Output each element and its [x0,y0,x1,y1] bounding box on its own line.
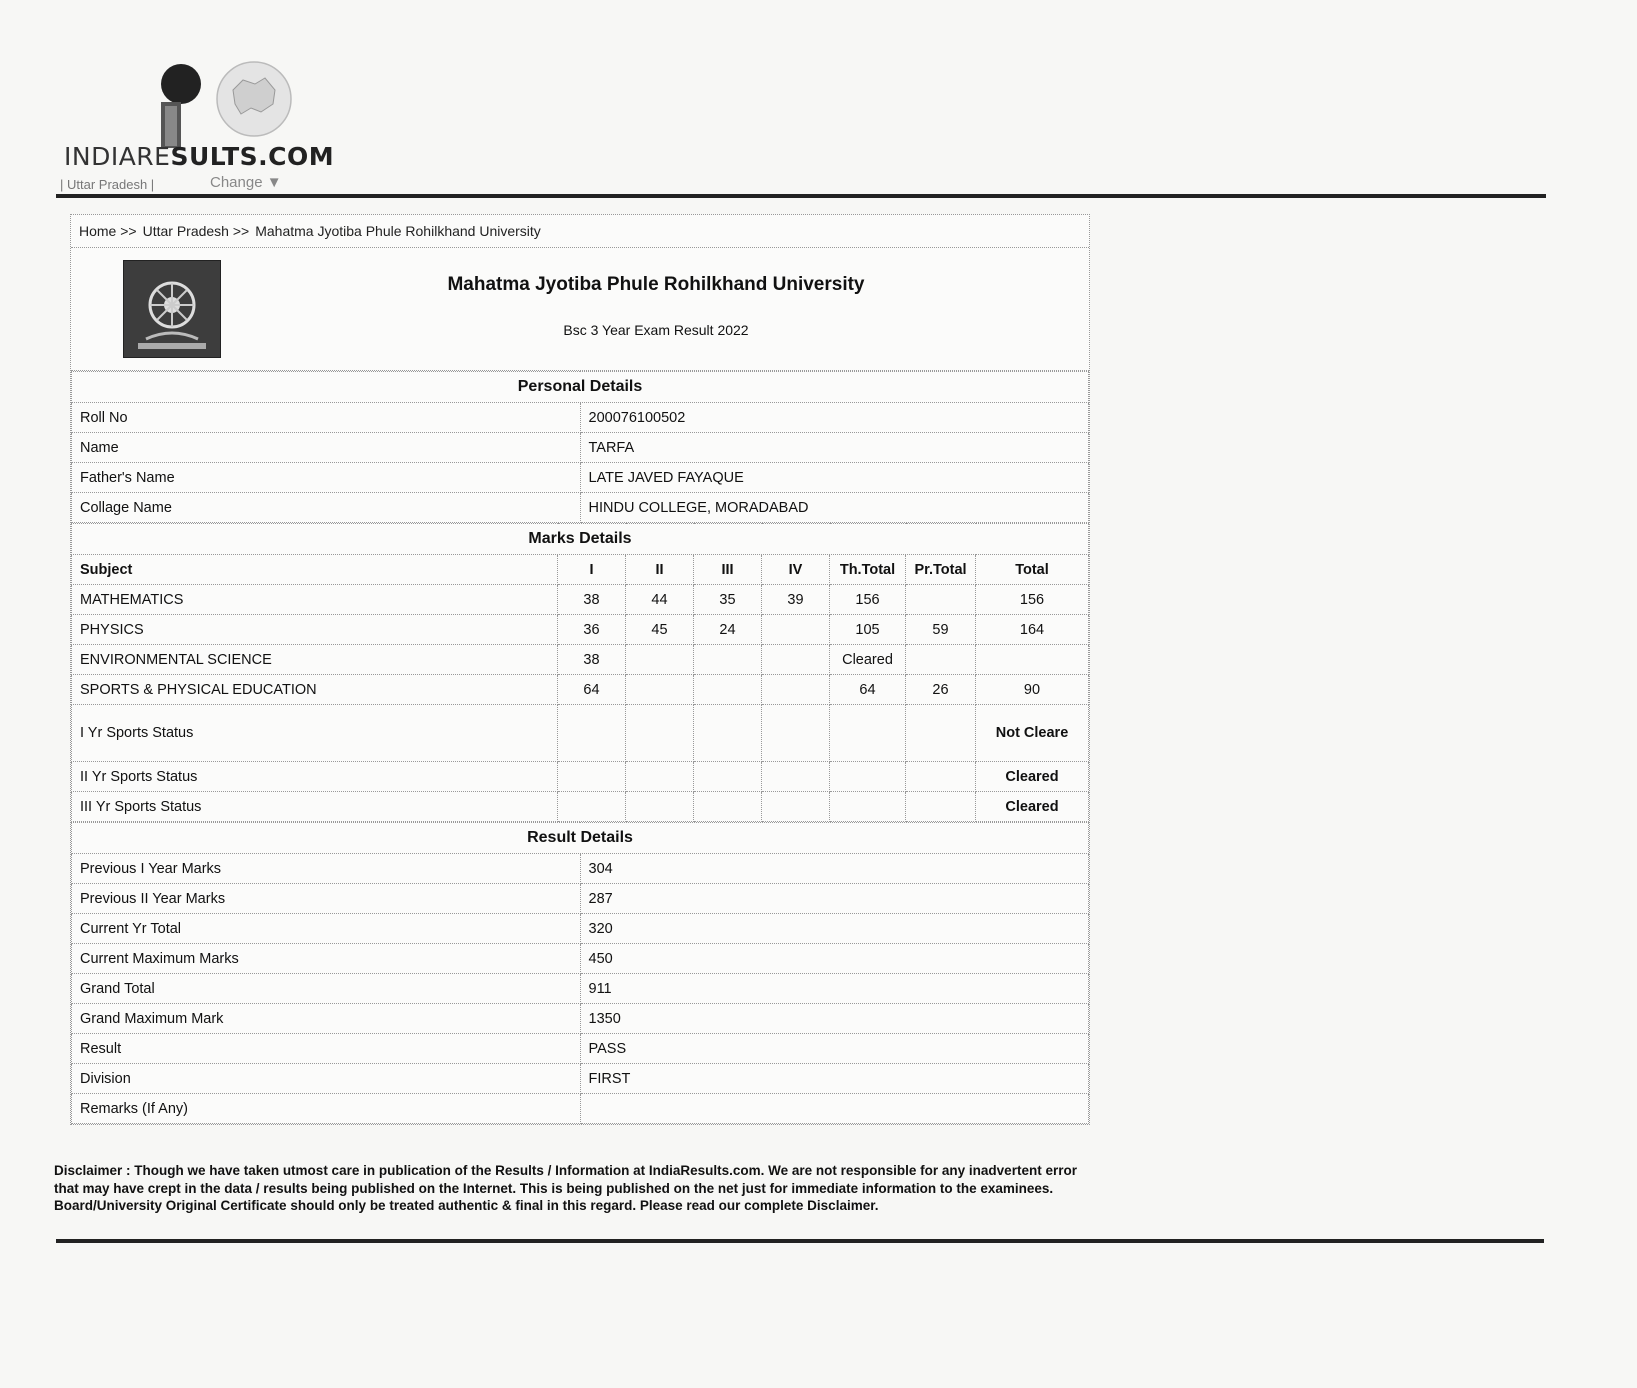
column-header: Total [976,555,1089,585]
result-value: FIRST [580,1064,1089,1094]
logo-i-icon [155,62,213,152]
university-emblem-icon [123,260,221,358]
marks-cell [626,645,694,675]
result-details-table [71,822,1089,1124]
site-logo[interactable] [60,58,335,198]
header-divider [56,194,1546,198]
table-row [72,944,1089,974]
breadcrumb-state[interactable]: Uttar Pradesh >> [142,223,250,239]
roll-no-label: Roll No [72,403,581,433]
marks-cell: 105 [830,615,906,645]
result-label: Grand Total [72,974,581,1004]
university-header [71,248,1089,371]
table-row [72,705,1089,762]
table-row [72,1094,1089,1124]
table-row [72,762,1089,792]
marks-cell [906,585,976,615]
result-value: 320 [580,914,1089,944]
subject-cell: PHYSICS [72,615,558,645]
table-row [72,463,1089,493]
marks-cell: 64 [830,675,906,705]
sports-status-value: Cleared [976,762,1089,792]
personal-details-table [71,371,1089,523]
column-header: III [694,555,762,585]
table-row [72,914,1089,944]
name-label: Name [72,433,581,463]
table-row [72,974,1089,1004]
result-value: 304 [580,854,1089,884]
table-row [72,493,1089,523]
marks-cell: 45 [626,615,694,645]
result-label: Previous I Year Marks [72,854,581,884]
marks-details-table [71,523,1089,822]
marks-cell [626,675,694,705]
result-label: Remarks (If Any) [72,1094,581,1124]
marks-cell: 24 [694,615,762,645]
brand-name: INDIARESULTS.COM [64,142,335,171]
table-row [72,1034,1089,1064]
subject-cell: SPORTS & PHYSICAL EDUCATION [72,675,558,705]
university-title: Mahatma Jyotiba Phule Rohilkhand University [447,274,865,295]
marks-cell: 26 [906,675,976,705]
change-state-button[interactable]: Change ▼ [210,174,282,191]
table-row [72,433,1089,463]
result-value: 1350 [580,1004,1089,1034]
marks-cell: 64 [558,675,626,705]
subject-cell: MATHEMATICS [72,585,558,615]
marks-cell [906,645,976,675]
footer-divider [56,1239,1544,1243]
result-label: Grand Maximum Mark [72,1004,581,1034]
marks-cell: 38 [558,645,626,675]
name-value: TARFA [580,433,1089,463]
exam-title: Bsc 3 Year Exam Result 2022 [563,322,749,338]
table-row [72,1004,1089,1034]
breadcrumb-home[interactable]: Home >> [79,223,137,239]
personal-details-heading: Personal Details [72,372,1089,403]
column-header: I [558,555,626,585]
sports-status-label: I Yr Sports Status [72,705,558,762]
subject-cell: ENVIRONMENTAL SCIENCE [72,645,558,675]
sports-status-label: II Yr Sports Status [72,762,558,792]
marks-cell [762,615,830,645]
result-label: Previous II Year Marks [72,884,581,914]
column-header: Th.Total [830,555,906,585]
result-value: 450 [580,944,1089,974]
result-label: Division [72,1064,581,1094]
marks-cell: 36 [558,615,626,645]
sports-status-value: Cleared [976,792,1089,822]
table-row [72,854,1089,884]
column-header: Subject [72,555,558,585]
table-row [72,615,1089,645]
sports-status-label: III Yr Sports Status [72,792,558,822]
marks-cell: 164 [976,615,1089,645]
marks-cell: 35 [694,585,762,615]
marks-cell [762,675,830,705]
table-row [72,884,1089,914]
breadcrumb [71,215,1089,248]
result-details-heading: Result Details [72,823,1089,854]
column-header: II [626,555,694,585]
table-row [72,792,1089,822]
sports-status-value: Not Cleare [976,705,1089,762]
column-header: IV [762,555,830,585]
marks-cell: 44 [626,585,694,615]
marks-cell: 156 [976,585,1089,615]
marks-cell: 38 [558,585,626,615]
column-header: Pr.Total [906,555,976,585]
marks-header-row [72,555,1089,585]
uttar-pradesh-map-icon [215,60,293,138]
marks-cell [762,645,830,675]
marks-cell: 59 [906,615,976,645]
result-panel [70,214,1090,1125]
result-value: 911 [580,974,1089,1004]
result-value: PASS [580,1034,1089,1064]
roll-no-value: 200076100502 [580,403,1089,433]
marks-cell [694,675,762,705]
result-label: Current Maximum Marks [72,944,581,974]
result-label: Current Yr Total [72,914,581,944]
table-row [72,585,1089,615]
marks-cell: 156 [830,585,906,615]
college-name-label: Collage Name [72,493,581,523]
marks-details-heading: Marks Details [72,524,1089,555]
result-value: 287 [580,884,1089,914]
disclaimer-text: Disclaimer : Though we have taken utmost care in publication of the Results / Information at IndiaResults.com. We are not responsible for any inadvertent error that may have crept in the data / results being published on the Internet. This is being published on the net just for immediate information to the examinees. Board/University Original Certificate should only be treated authentic & final in this regard. Please read our complete Disclaimer. [54,1163,1077,1213]
result-value [580,1094,1089,1124]
table-row [72,645,1089,675]
state-label: | Uttar Pradesh | [60,177,155,192]
table-row [72,675,1089,705]
college-name-value: HINDU COLLEGE, MORADABAD [580,493,1089,523]
marks-cell [694,645,762,675]
table-row [72,1064,1089,1094]
father-name-label: Father's Name [72,463,581,493]
marks-cell [976,645,1089,675]
marks-cell: Cleared [830,645,906,675]
marks-cell: 39 [762,585,830,615]
table-row [72,403,1089,433]
father-name-value: LATE JAVED FAYAQUE [580,463,1089,493]
marks-cell: 90 [976,675,1089,705]
breadcrumb-university[interactable]: Mahatma Jyotiba Phule Rohilkhand University [255,223,541,239]
result-label: Result [72,1034,581,1064]
